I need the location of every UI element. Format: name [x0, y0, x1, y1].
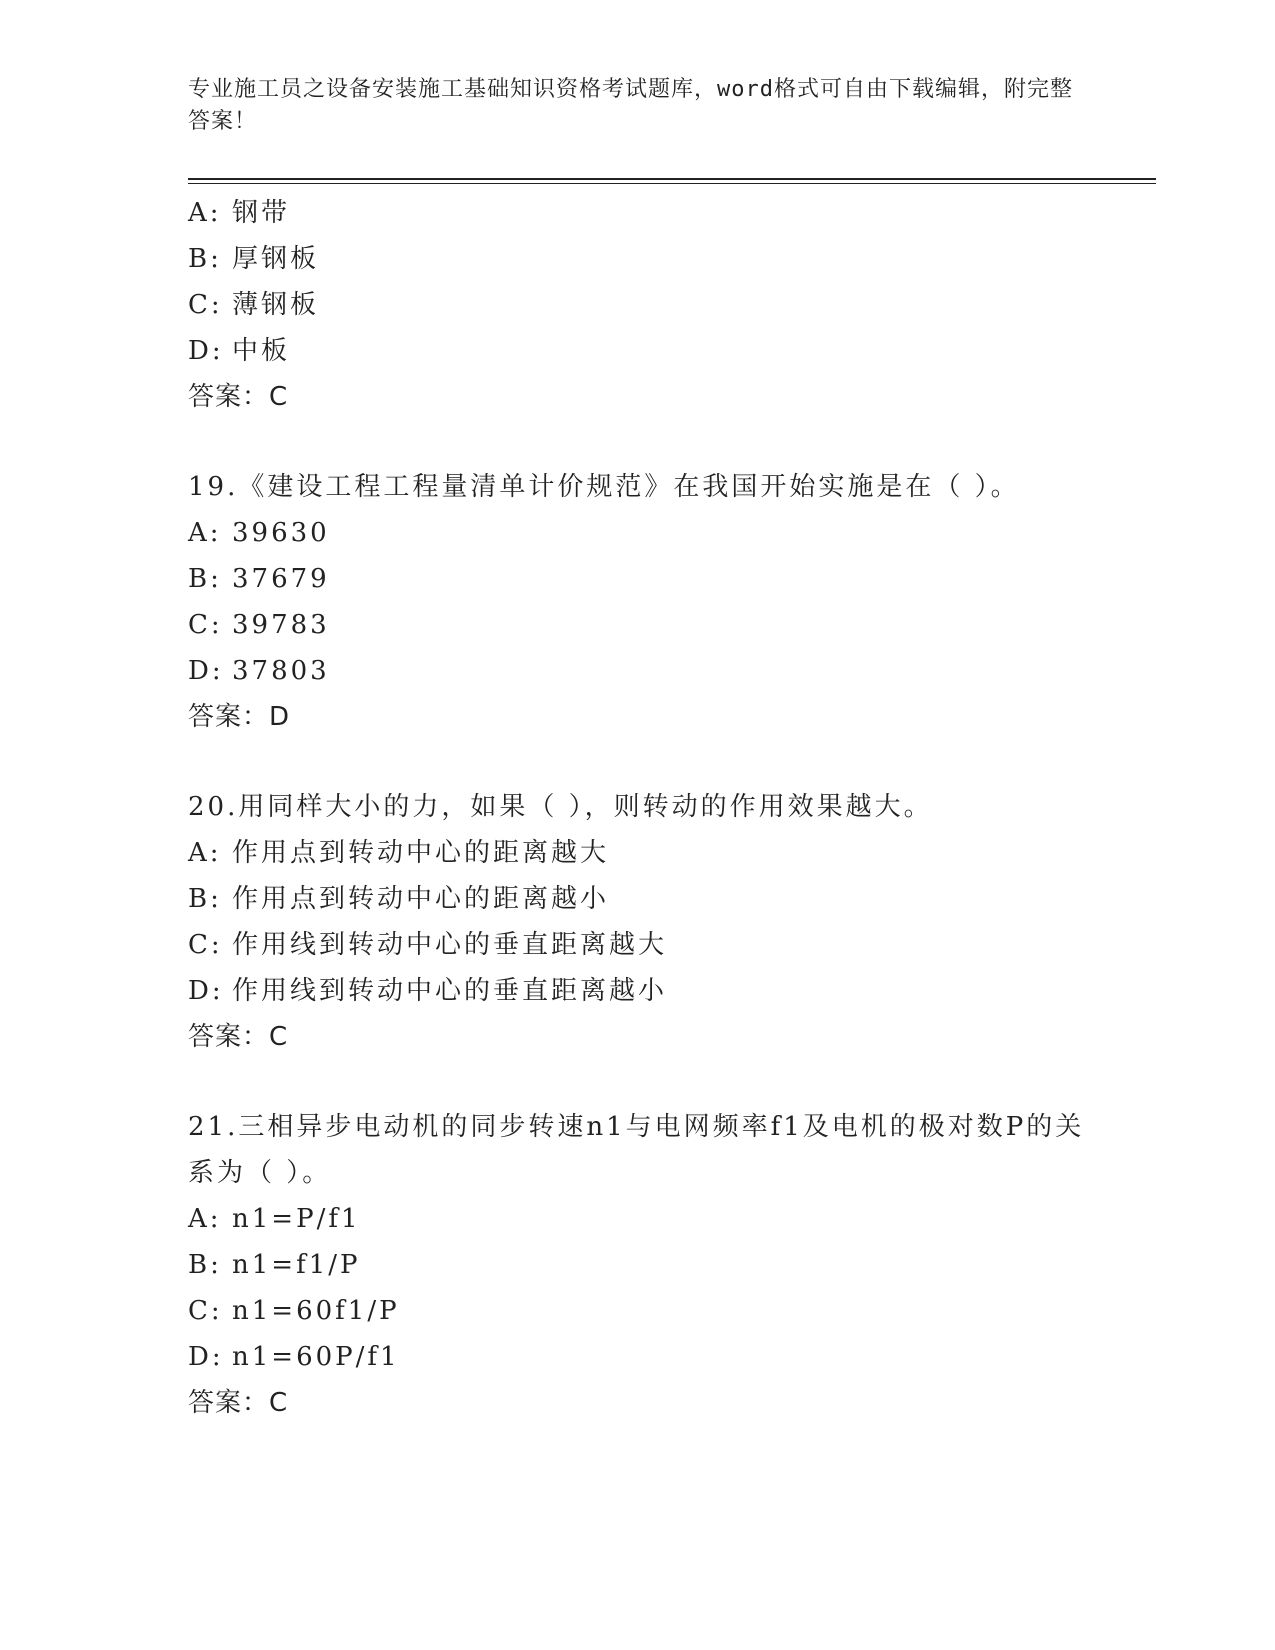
option-a: A: 钢带	[188, 198, 291, 228]
question-text: 20.用同样大小的力，如果（ ），则转动的作用效果越大。	[188, 792, 933, 822]
header-divider	[188, 178, 1156, 180]
answer-line: 答案：C	[188, 382, 289, 412]
question-block	[188, 464, 1156, 740]
question-block	[188, 1104, 1156, 1426]
question-block	[188, 190, 1156, 420]
option-b: B: 作用点到转动中心的距离越小	[188, 884, 610, 914]
header-divider-thin	[188, 183, 1156, 184]
option-a: A: 作用点到转动中心的距离越大	[188, 838, 610, 868]
answer-line: 答案：C	[188, 1022, 289, 1052]
option-a: A: 39630	[188, 518, 330, 548]
question-text: 19.《建设工程工程量清单计价规范》在我国开始实施是在（ ）。	[188, 472, 1020, 502]
option-d: D: n1=60P/f1	[188, 1342, 400, 1372]
page-header	[188, 74, 1088, 138]
question-text: 21.三相异步电动机的同步转速n1与电网频率f1及电机的极对数P的关系为（ ）。	[188, 1112, 1085, 1188]
option-b: B: 37679	[188, 564, 330, 594]
option-d: D: 中板	[188, 336, 291, 366]
option-b: B: 厚钢板	[188, 244, 320, 274]
option-a: A: n1=P/f1	[188, 1204, 361, 1234]
option-d: D: 37803	[188, 656, 330, 686]
option-c: C: n1=60f1/P	[188, 1296, 400, 1326]
option-c: C: 作用线到转动中心的垂直距离越大	[188, 930, 668, 960]
question-list	[188, 190, 1156, 1426]
option-c: C: 薄钢板	[188, 290, 320, 320]
option-c: C: 39783	[188, 610, 330, 640]
option-d: D: 作用线到转动中心的垂直距离越小	[188, 976, 668, 1006]
question-block	[188, 784, 1156, 1060]
answer-line: 答案：D	[188, 702, 291, 732]
answer-line: 答案：C	[188, 1388, 289, 1418]
header-title: 专业施工员之设备安装施工基础知识资格考试题库，word格式可自由下载编辑，附完整答案！	[188, 77, 1073, 134]
option-b: B: n1=f1/P	[188, 1250, 361, 1280]
